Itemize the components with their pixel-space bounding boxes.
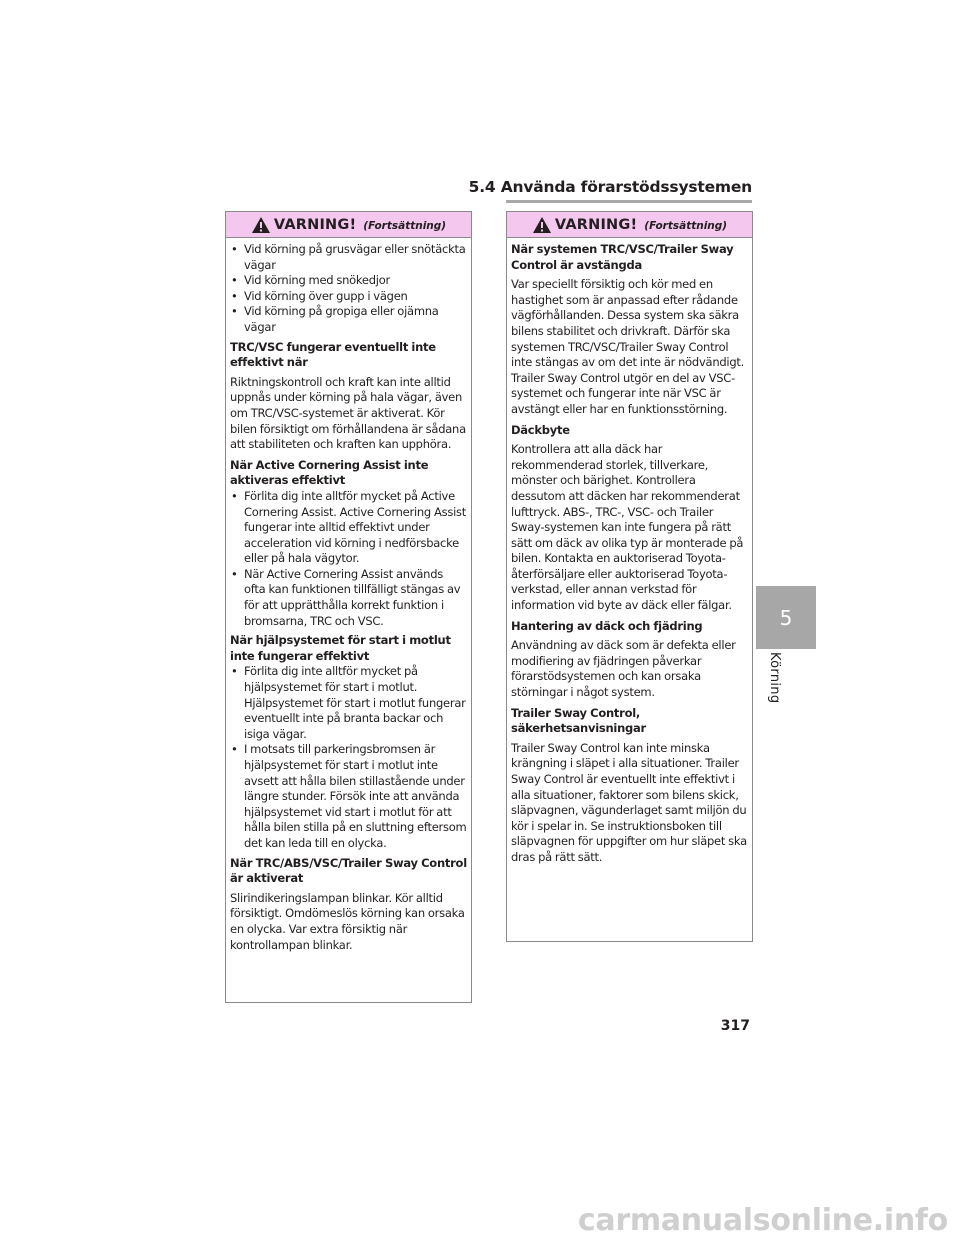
list-item: • I motsats till parkeringsbromsen är hjälpsystemet för start i motlut inte avsett att hålla bilen stillastående under längre stunder. Försök inte att använda hjälpsystemet vid start i motlut för att hålla bilen stilla på en sluttning eftersom det kan leda till en olycka.: [230, 742, 467, 851]
bullet-list: [230, 664, 467, 851]
section-rule: [506, 200, 752, 203]
subheading: Däckbyte: [511, 422, 570, 437]
list-item: • Vid körning på gropiga eller ojämna vägar: [230, 304, 467, 335]
warning-box-right: [506, 211, 753, 942]
paragraph: Kontrollera att alla däck har rekommenderad storlek, tillverkare, mönster och bärighet. Kontrollera dessutom att däcken har rekommenderat lufttryck. ABS-, TRC-, VSC- och Trailer Sway-systemen kan inte fungera på rätt sätt om däck av olika typ är monterade på bilen. Kontakta en auktoriserad Toyota-återförsäljare eller auktoriserad Toyota-verkstad, eller annan verkstad för information vid byte av däck eller fälgar.: [511, 442, 744, 613]
warning-triangle-icon: [532, 216, 552, 234]
warning-subtitle: (Fortsättning): [644, 220, 728, 232]
subheading: När systemen TRC/VSC/Trailer Sway Control är avstängda: [511, 242, 734, 272]
warning-title: VARNING!: [273, 216, 357, 233]
section-title: 5.4 Använda förarstödssystemen: [468, 178, 752, 196]
subheading: När TRC/ABS/VSC/Trailer Sway Control är aktiverat: [230, 855, 467, 886]
warning-box-left: [225, 211, 472, 1003]
chapter-name: Körning: [767, 652, 782, 704]
list-item: • Förlita dig inte alltför mycket på hjälpsystemet för start i motlut. Hjälpsystemet för start i motlut fungerar eventuellt inte på branta backar och isiga vägar.: [230, 664, 467, 742]
subheading: När hjälpsystemet för start i motlut inte fungerar effektivt: [230, 633, 451, 663]
subheading: Hantering av däck och fjädring: [511, 618, 703, 633]
list-item: • Vid körning med snökedjor: [230, 273, 467, 289]
watermark: carmanualsonline.info: [577, 1203, 948, 1238]
warning-body: [226, 238, 471, 953]
list-item: • Vid körning på grusvägar eller snötäckta vägar: [230, 242, 467, 273]
paragraph: Användning av däck som är defekta eller modifiering av fjädringen påverkar förarstödsystemen och kan orsaka störningar i något system.: [511, 638, 736, 700]
warning-header: [507, 212, 752, 238]
warning-header: [226, 212, 471, 238]
subheading: TRC/VSC fungerar eventuellt inte effektivt när: [230, 339, 436, 370]
subheading: Trailer Sway Control, säkerhetsanvisningar: [511, 705, 646, 736]
bullet-list: [230, 489, 467, 629]
warning-triangle-icon: [251, 216, 271, 234]
warning-subtitle: (Fortsättning): [363, 220, 447, 232]
list-item: • Vid körning över gupp i vägen: [230, 289, 467, 305]
paragraph: Riktningskontroll och kraft kan inte alltid uppnås under körning på hala vägar, även om TRC/VSC-systemet är aktiverat. Kör bilen försiktigt om förhållandena är sådana att stabiliteten och kraften kan upphöra.: [230, 374, 466, 452]
bullet-list: [230, 242, 467, 336]
subheading: När Active Cornering Assist inte aktiveras effektivt: [230, 457, 429, 488]
warning-body: [507, 238, 752, 866]
list-item: • När Active Cornering Assist används ofta kan funktionen tillfälligt stängas av för att upprätthålla korrekt funktion i bromsarna, TRC och VSC.: [230, 567, 467, 629]
paragraph: Var speciellt försiktig och kör med en hastighet som är anpassad efter rådande vägförhållanden. Dessa system ska säkra bilens stabilitet och drivkraft. Därför ska systemen TRC/VSC/Trailer Sway Control inte stängas av om det inte är nödvändigt. Trailer Sway Control utgör en del av VSC-systemet och fungerar inte när VSC är avstängt eller har en funktionsstörning.: [511, 277, 745, 416]
chapter-tab: [756, 586, 816, 649]
page-number: 317: [720, 1018, 750, 1034]
paragraph: Slirindikeringslampan blinkar. Kör alltid försiktigt. Omdömeslös körning kan orsaka en olycka. Var extra försiktig när kontrollampan blinkar.: [230, 890, 465, 952]
warning-title: VARNING!: [554, 216, 638, 233]
paragraph: Trailer Sway Control kan inte minska krängning i släpet i alla situationer. Trailer Sway Control är eventuellt inte effektivt i alla situationer, faktorer som bilens skick, släpvagnen, vägunderlaget samt miljön du kör i spelar in. Se instruktionsboken till släpvagnen för uppgifter om hur släpet ska dras på rätt sätt.: [511, 740, 747, 864]
list-item: • Förlita dig inte alltför mycket på Active Cornering Assist. Active Cornering Assist fungerar inte alltid effektivt under acceleration vid körning i nedförsbacke eller på hala vägytor.: [230, 489, 467, 567]
chapter-number: 5: [779, 605, 793, 630]
